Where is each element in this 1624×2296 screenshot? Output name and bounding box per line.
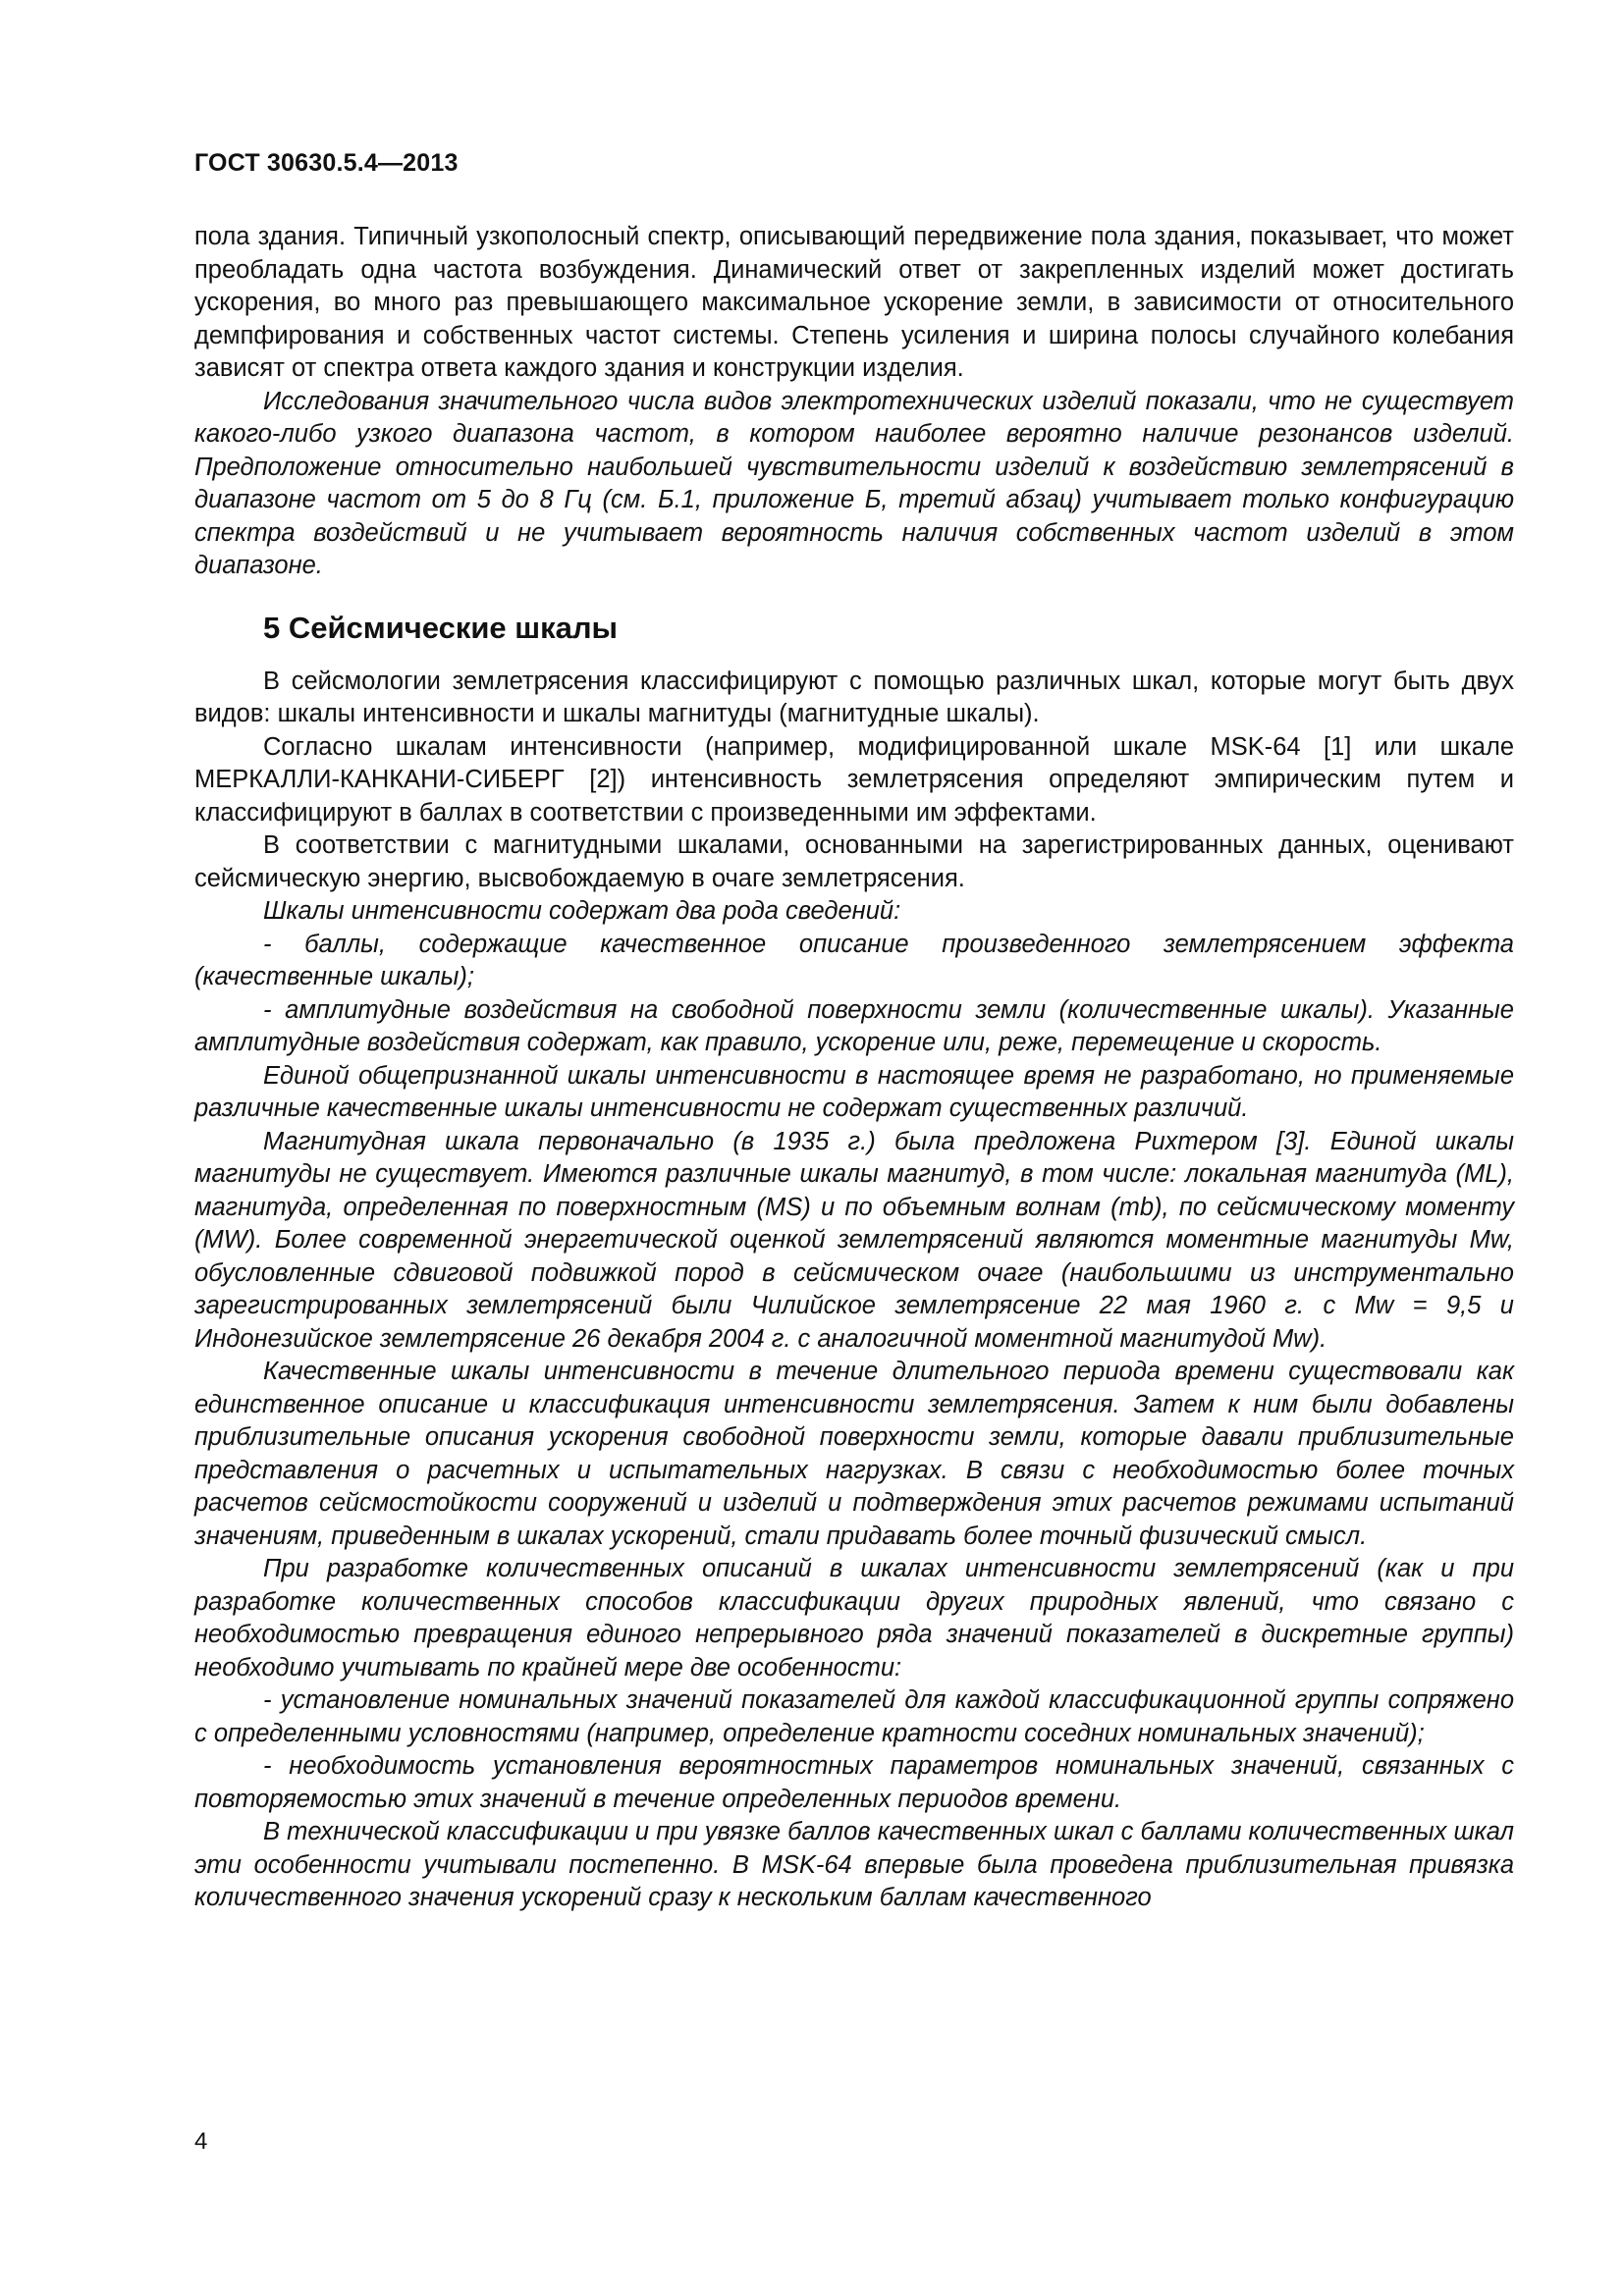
list-item: - установление номинальных значений показателей для каждой классификационной группы сопряжено с определенными условностями (например, определение кратности соседних номинальных значений); [194,1686,1514,1747]
paragraph: При разработке количественных описаний в шкалах интенсивности землетрясений (как и при разработке количественных способов классификации других природных явлений, что связано с необходимостью превращения единого непрерывного ряда значений показателей в дискретные группы) необходимо учитывать по крайней мере две особенности: [194,1555,1514,1682]
list-item: - баллы, содержащие качественное описание произведенного землетрясением эффекта (качественные шкалы); [194,930,1514,990]
list-item: - необходимость установления вероятностных параметров номинальных значений, связанных с повторяемостью этих значений в течение определенных периодов времени. [194,1752,1514,1813]
paragraph: пола здания. Типичный узкополосный спектр, описывающий передвижение пола здания, показывает, что может преобладать одна частота возбуждения. Динамический ответ от закрепленных изделий может достигать ускорения, во много раз превышающего максимальное ускорение земли, в зависимости от относительного демпфирования и собственных частот системы. Степень усиления и ширина полосы случайного колебания зависят от спектра ответа каждого здания и конструкции изделия. [194,223,1514,382]
list-item: - амплитудные воздействия на свободной поверхности земли (количественные шкалы). Указанные амплитудные воздействия содержат, как правило, ускорение или, реже, перемещение и скорость. [194,995,1514,1056]
document-body [194,221,1514,1915]
section-heading: 5 Сейсмические шкалы [263,610,619,645]
paragraph: В технической классификации и при увязке баллов качественных шкал с баллами количественных шкал эти особенности учитывали постепенно. В MSK-64 впервые была проведена приблизительная привязка количественного значения ускорений сразу к нескольким баллам качественного [194,1818,1514,1911]
paragraph: Шкалы интенсивности содержат два рода сведений: [263,897,901,925]
paragraph: Единой общепризнанной шкалы интенсивности в настоящее время не разработано, но применяемые различные качественные шкалы интенсивности не содержат существенных различий. [194,1061,1514,1122]
paragraph: Исследования значительного числа видов электротехнических изделий показали, что не существует какого-либо узкого диапазона частот, в котором наиболее вероятно наличие резонансов изделий. Предположение относительно наибольшей чувствительности изделий к воздействию землетрясений в диапазоне частот от 5 до 8 Гц (см. Б.1, приложение Б, третий абзац) учитывает только конфигурацию спектра воздействий и не учитывает вероятность наличия собственных частот изделий в этом диапазоне. [194,387,1514,579]
paragraph: Качественные шкалы интенсивности в течение длительного периода времени существовали как единственное описание и классификация интенсивности землетрясения. Затем к ним были добавлены приблизительные описания ускорения свободной поверхности земли, которые давали приблизительные представления о расчетных и испытательных нагрузках. В связи с необходимостью более точных расчетов сейсмостойкости сооружений и изделий и подтверждения этих расчетов режимами испытаний значениям, приведенным в шкалах ускорений, стали придавать более точный физический смысл. [194,1358,1514,1550]
paragraph: Согласно шкалам интенсивности (например, модифицированной шкале MSK-64 [1] или шкале МЕРКАЛЛИ-КАНКАНИ-СИБЕРГ [2]) интенсивность землетрясения определяют эмпирическим путем и классифицируют в баллах в соответствии с произведенными им эффектами. [194,732,1514,827]
document-header: ГОСТ 30630.5.4—2013 [194,149,459,177]
page-number: 4 [194,2128,208,2155]
paragraph: Магнитудная шкала первоначально (в 1935 г.) была предложена Рихтером [3]. Единой шкалы магнитуды не существует. Имеются различные шкалы магнитуд, в том числе: локальная магнитуда (ML), магнитуда, определенная по поверхностным (MS) и по объемным волнам (mb), по сейсмическому моменту (MW). Более современной энергетической оценкой землетрясений являются моментные магнитуды Mw, обусловленные сдвиговой подвижкой пород в сейсмическом очаге (наибольшими из инструментально зарегистрированных землетрясений были Чилийское землетрясение 22 мая 1960 г. с Mw = 9,5 и Индонезийское землетрясение 26 декабря 2004 г. с аналогичной моментной магнитудой Mw). [194,1127,1514,1353]
paragraph: В соответствии с магнитудными шкалами, основанными на зарегистрированных данных, оценивают сейсмическую энергию, высвобождаемую в очаге землетрясения. [194,831,1514,892]
paragraph: В сейсмологии землетрясения классифицируют с помощью различных шкал, которые могут быть двух видов: шкалы интенсивности и шкалы магнитуды (магнитудные шкалы). [194,667,1514,727]
